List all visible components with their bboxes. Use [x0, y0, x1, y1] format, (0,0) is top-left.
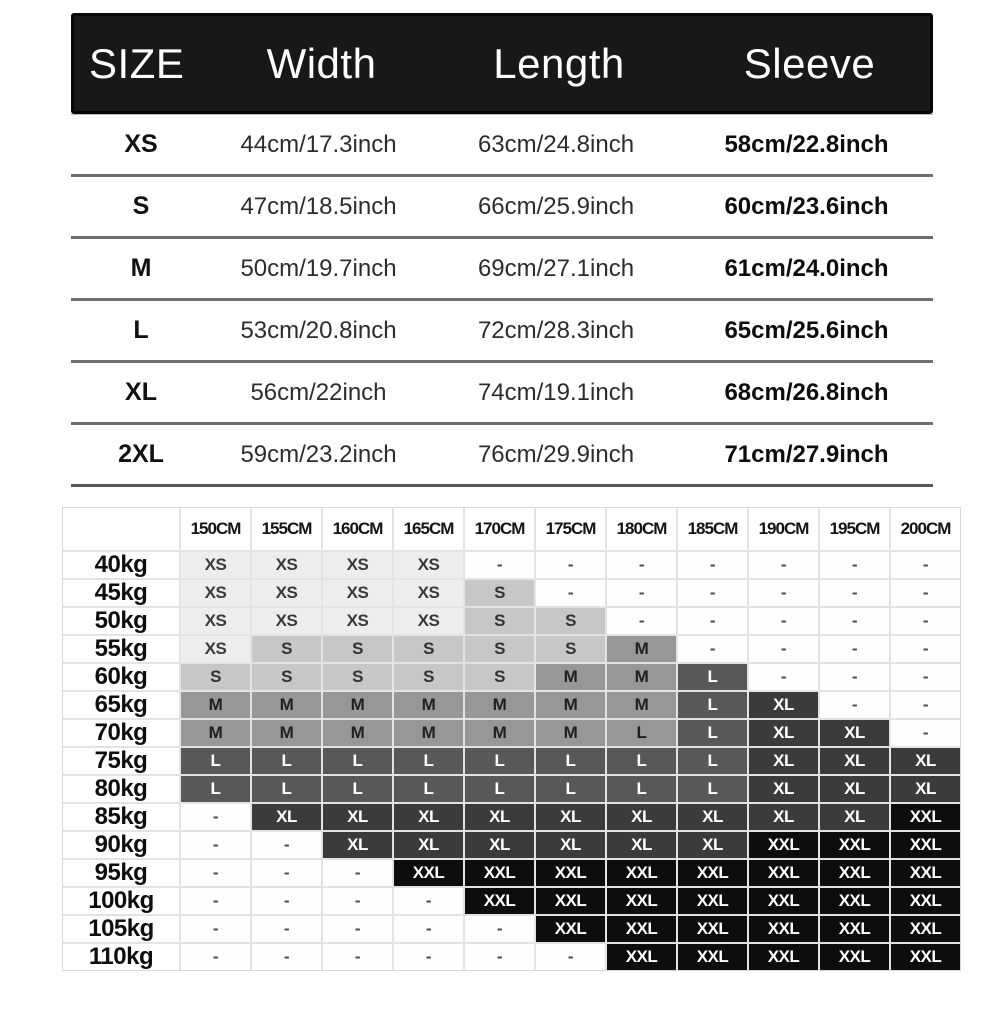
matrix-cell: -: [181, 832, 250, 858]
weight-label-cell: 55kg: [63, 636, 179, 662]
matrix-cell: XXL: [536, 888, 605, 914]
matrix-cell: -: [181, 916, 250, 942]
matrix-cell: -: [536, 944, 605, 970]
matrix-cell: -: [323, 860, 392, 886]
matrix-cell: XS: [181, 552, 250, 578]
matrix-cell: -: [749, 664, 818, 690]
matrix-cell: XL: [749, 776, 818, 802]
matrix-cell: XL: [394, 832, 463, 858]
matrix-cell: -: [891, 552, 960, 578]
size-cell: L: [133, 316, 149, 344]
size-cell: S: [132, 192, 150, 220]
matrix-cell: L: [536, 748, 605, 774]
weight-label-cell: 60kg: [63, 664, 179, 690]
matrix-cell: XL: [678, 804, 747, 830]
measurement-row: [71, 239, 933, 301]
matrix-cell: S: [465, 580, 534, 606]
matrix-cell: L: [181, 776, 250, 802]
length-cell: 74cm/19.1inch: [477, 378, 635, 406]
length-cell: 76cm/29.9inch: [477, 440, 635, 468]
matrix-cell: XS: [252, 552, 321, 578]
height-header-cell: 170CM: [465, 508, 534, 550]
weight-label-cell: 45kg: [63, 580, 179, 606]
matrix-cell: S: [465, 608, 534, 634]
weight-label-cell: 100kg: [63, 888, 179, 914]
matrix-cell: XL: [749, 804, 818, 830]
matrix-cell: -: [820, 552, 889, 578]
width-cell: 56cm/22inch: [250, 378, 387, 406]
height-header-cell: 190CM: [749, 508, 818, 550]
matrix-cell: L: [252, 748, 321, 774]
matrix-cell: -: [749, 608, 818, 634]
matrix-cell: -: [678, 552, 747, 578]
matrix-cell: -: [181, 804, 250, 830]
matrix-cell: L: [465, 748, 534, 774]
matrix-cell: XS: [394, 580, 463, 606]
matrix-cell: M: [465, 720, 534, 746]
length-cell: 63cm/24.8inch: [477, 130, 635, 158]
matrix-cell: -: [820, 692, 889, 718]
matrix-cell: XXL: [465, 860, 534, 886]
matrix-cell: L: [181, 748, 250, 774]
matrix-cell: L: [678, 748, 747, 774]
measurement-row: [71, 425, 933, 487]
matrix-cell: XXL: [820, 916, 889, 942]
matrix-cell: XXL: [607, 860, 676, 886]
matrix-cell: -: [749, 552, 818, 578]
measurement-table: [71, 13, 933, 487]
matrix-cell: XXL: [678, 944, 747, 970]
matrix-cell: -: [252, 916, 321, 942]
matrix-cell: -: [607, 580, 676, 606]
matrix-cell: M: [394, 692, 463, 718]
matrix-cell: XL: [891, 776, 960, 802]
matrix-cell: -: [678, 636, 747, 662]
size-cell: XS: [124, 130, 158, 158]
matrix-cell: XS: [181, 580, 250, 606]
matrix-cell: M: [181, 692, 250, 718]
matrix-cell: XL: [536, 832, 605, 858]
weight-label-cell: 110kg: [63, 944, 179, 970]
matrix-cell: XL: [536, 804, 605, 830]
matrix-cell: XXL: [820, 944, 889, 970]
matrix-cell: M: [323, 692, 392, 718]
weight-label-cell: 85kg: [63, 804, 179, 830]
column-header-size: SIZE: [89, 39, 185, 87]
matrix-cell: -: [252, 860, 321, 886]
weight-label-cell: 65kg: [63, 692, 179, 718]
matrix-cell: -: [891, 580, 960, 606]
size-cell: XL: [125, 378, 157, 406]
matrix-cell: S: [536, 608, 605, 634]
matrix-cell: -: [465, 944, 534, 970]
height-header-cell: 160CM: [323, 508, 392, 550]
matrix-cell: L: [678, 692, 747, 718]
matrix-cell: XXL: [891, 944, 960, 970]
height-header-cell: 165CM: [394, 508, 463, 550]
matrix-cell: XXL: [678, 860, 747, 886]
matrix-cell: -: [252, 888, 321, 914]
matrix-cell: -: [323, 888, 392, 914]
matrix-cell: XXL: [820, 832, 889, 858]
matrix-cell: S: [252, 664, 321, 690]
matrix-cell: M: [536, 692, 605, 718]
matrix-cell: XL: [607, 804, 676, 830]
matrix-cell: XL: [323, 832, 392, 858]
sleeve-cell: 61cm/24.0inch: [724, 254, 889, 282]
matrix-cell: XL: [820, 720, 889, 746]
matrix-cell: -: [252, 832, 321, 858]
matrix-cell: XL: [749, 692, 818, 718]
width-cell: 59cm/23.2inch: [240, 440, 397, 468]
matrix-cell: L: [536, 776, 605, 802]
matrix-cell: M: [607, 692, 676, 718]
matrix-cell: XL: [394, 804, 463, 830]
matrix-cell: XS: [323, 552, 392, 578]
matrix-cell: XL: [252, 804, 321, 830]
matrix-cell: -: [394, 916, 463, 942]
matrix-cell: XXL: [891, 832, 960, 858]
matrix-cell: -: [607, 608, 676, 634]
width-cell: 53cm/20.8inch: [240, 316, 397, 344]
matrix-cell: -: [536, 580, 605, 606]
matrix-cell: -: [181, 944, 250, 970]
matrix-cell: XL: [465, 804, 534, 830]
column-header-width: Width: [266, 39, 377, 87]
matrix-cell: S: [323, 636, 392, 662]
matrix-cell: XXL: [465, 888, 534, 914]
matrix-cell: S: [394, 636, 463, 662]
matrix-cell: M: [536, 720, 605, 746]
height-header-cell: 155CM: [252, 508, 321, 550]
matrix-cell: -: [891, 664, 960, 690]
matrix-cell: L: [678, 776, 747, 802]
matrix-cell: XL: [607, 832, 676, 858]
matrix-cell: XXL: [820, 860, 889, 886]
matrix-cell: XS: [323, 580, 392, 606]
measurement-row: [71, 114, 933, 177]
weight-label-cell: 50kg: [63, 608, 179, 634]
matrix-cell: -: [820, 636, 889, 662]
matrix-cell: XL: [820, 776, 889, 802]
sleeve-cell: 68cm/26.8inch: [724, 378, 889, 406]
matrix-cell: S: [536, 636, 605, 662]
matrix-cell: XXL: [749, 916, 818, 942]
length-cell: 72cm/28.3inch: [477, 316, 635, 344]
matrix-cell: -: [323, 944, 392, 970]
height-header-cell: 150CM: [181, 508, 250, 550]
sleeve-cell: 60cm/23.6inch: [724, 192, 889, 220]
column-header-length: Length: [493, 39, 625, 87]
width-cell: 44cm/17.3inch: [240, 130, 397, 158]
matrix-cell: S: [465, 664, 534, 690]
width-cell: 47cm/18.5inch: [240, 192, 397, 220]
matrix-cell: XXL: [678, 916, 747, 942]
matrix-cell: XXL: [607, 888, 676, 914]
matrix-cell: XS: [181, 608, 250, 634]
matrix-cell: XXL: [536, 916, 605, 942]
matrix-cell: L: [678, 720, 747, 746]
matrix-cell: XL: [678, 832, 747, 858]
matrix-cell: L: [607, 720, 676, 746]
matrix-cell: L: [323, 776, 392, 802]
matrix-cell: M: [252, 692, 321, 718]
matrix-cell: XXL: [607, 916, 676, 942]
matrix-cell: -: [820, 608, 889, 634]
matrix-cell: -: [536, 552, 605, 578]
height-header-cell: 185CM: [678, 508, 747, 550]
matrix-cell: M: [465, 692, 534, 718]
measurement-row: [71, 177, 933, 239]
matrix-cell: M: [323, 720, 392, 746]
width-cell: 50cm/19.7inch: [240, 254, 397, 282]
matrix-cell: S: [252, 636, 321, 662]
matrix-cell: -: [394, 944, 463, 970]
matrix-cell: XL: [465, 832, 534, 858]
matrix-cell: -: [891, 720, 960, 746]
matrix-cell: XXL: [891, 916, 960, 942]
matrix-cell: XXL: [891, 888, 960, 914]
matrix-cell: L: [394, 776, 463, 802]
matrix-cell: XXL: [536, 860, 605, 886]
matrix-cell: M: [181, 720, 250, 746]
sleeve-cell: 65cm/25.6inch: [724, 316, 889, 344]
matrix-cell: -: [678, 608, 747, 634]
length-cell: 66cm/25.9inch: [477, 192, 635, 220]
matrix-cell: M: [607, 664, 676, 690]
matrix-cell: M: [394, 720, 463, 746]
matrix-cell: S: [181, 664, 250, 690]
matrix-cell: XL: [891, 748, 960, 774]
matrix-cell: XXL: [394, 860, 463, 886]
matrix-cell: XS: [252, 608, 321, 634]
matrix-cell: S: [323, 664, 392, 690]
matrix-cell: XXL: [891, 804, 960, 830]
length-cell: 69cm/27.1inch: [477, 254, 635, 282]
height-header-cell: 175CM: [536, 508, 605, 550]
matrix-cell: L: [323, 748, 392, 774]
matrix-cell: S: [394, 664, 463, 690]
matrix-cell: -: [678, 580, 747, 606]
measurement-table-header-bar: [71, 13, 933, 114]
matrix-cell: XXL: [749, 832, 818, 858]
matrix-corner-cell: [63, 508, 179, 550]
matrix-cell: XXL: [607, 944, 676, 970]
matrix-cell: -: [465, 552, 534, 578]
matrix-cell: XS: [323, 608, 392, 634]
matrix-cell: -: [323, 916, 392, 942]
matrix-cell: XXL: [749, 888, 818, 914]
measurement-row: [71, 363, 933, 425]
matrix-cell: -: [891, 692, 960, 718]
matrix-cell: XS: [181, 636, 250, 662]
matrix-cell: -: [465, 916, 534, 942]
matrix-cell: L: [607, 748, 676, 774]
matrix-cell: XXL: [749, 860, 818, 886]
matrix-cell: L: [252, 776, 321, 802]
matrix-cell: XS: [252, 580, 321, 606]
matrix-cell: -: [820, 664, 889, 690]
height-header-cell: 180CM: [607, 508, 676, 550]
matrix-cell: XS: [394, 608, 463, 634]
matrix-cell: -: [749, 580, 818, 606]
measurement-table-body: [71, 114, 933, 487]
matrix-cell: -: [749, 636, 818, 662]
weight-label-cell: 90kg: [63, 832, 179, 858]
measurement-row: [71, 301, 933, 363]
weight-label-cell: 40kg: [63, 552, 179, 578]
matrix-cell: XS: [394, 552, 463, 578]
matrix-cell: XL: [820, 804, 889, 830]
matrix-cell: M: [607, 636, 676, 662]
matrix-cell: -: [607, 552, 676, 578]
size-cell: 2XL: [118, 440, 164, 468]
weight-label-cell: 95kg: [63, 860, 179, 886]
matrix-cell: XXL: [891, 860, 960, 886]
matrix-cell: L: [607, 776, 676, 802]
sleeve-cell: 58cm/22.8inch: [724, 130, 889, 158]
weight-label-cell: 70kg: [63, 720, 179, 746]
matrix-cell: -: [252, 944, 321, 970]
height-header-cell: 200CM: [891, 508, 960, 550]
matrix-cell: XXL: [749, 944, 818, 970]
matrix-cell: L: [465, 776, 534, 802]
matrix-cell: -: [820, 580, 889, 606]
weight-label-cell: 75kg: [63, 748, 179, 774]
matrix-cell: L: [678, 664, 747, 690]
matrix-cell: XL: [820, 748, 889, 774]
weight-label-cell: 80kg: [63, 776, 179, 802]
matrix-cell: XXL: [678, 888, 747, 914]
matrix-cell: -: [891, 636, 960, 662]
weight-label-cell: 105kg: [63, 916, 179, 942]
height-header-cell: 195CM: [820, 508, 889, 550]
matrix-cell: M: [252, 720, 321, 746]
size-cell: M: [130, 254, 152, 282]
matrix-cell: XL: [749, 748, 818, 774]
matrix-cell: -: [181, 888, 250, 914]
matrix-cell: L: [394, 748, 463, 774]
height-weight-matrix: [62, 507, 961, 971]
sleeve-cell: 71cm/27.9inch: [724, 440, 889, 468]
matrix-cell: XL: [749, 720, 818, 746]
column-header-sleeve: Sleeve: [743, 39, 876, 87]
matrix-cell: M: [536, 664, 605, 690]
matrix-cell: XL: [323, 804, 392, 830]
matrix-cell: S: [465, 636, 534, 662]
matrix-cell: -: [891, 608, 960, 634]
matrix-cell: XXL: [820, 888, 889, 914]
matrix-cell: -: [394, 888, 463, 914]
matrix-cell: -: [181, 860, 250, 886]
